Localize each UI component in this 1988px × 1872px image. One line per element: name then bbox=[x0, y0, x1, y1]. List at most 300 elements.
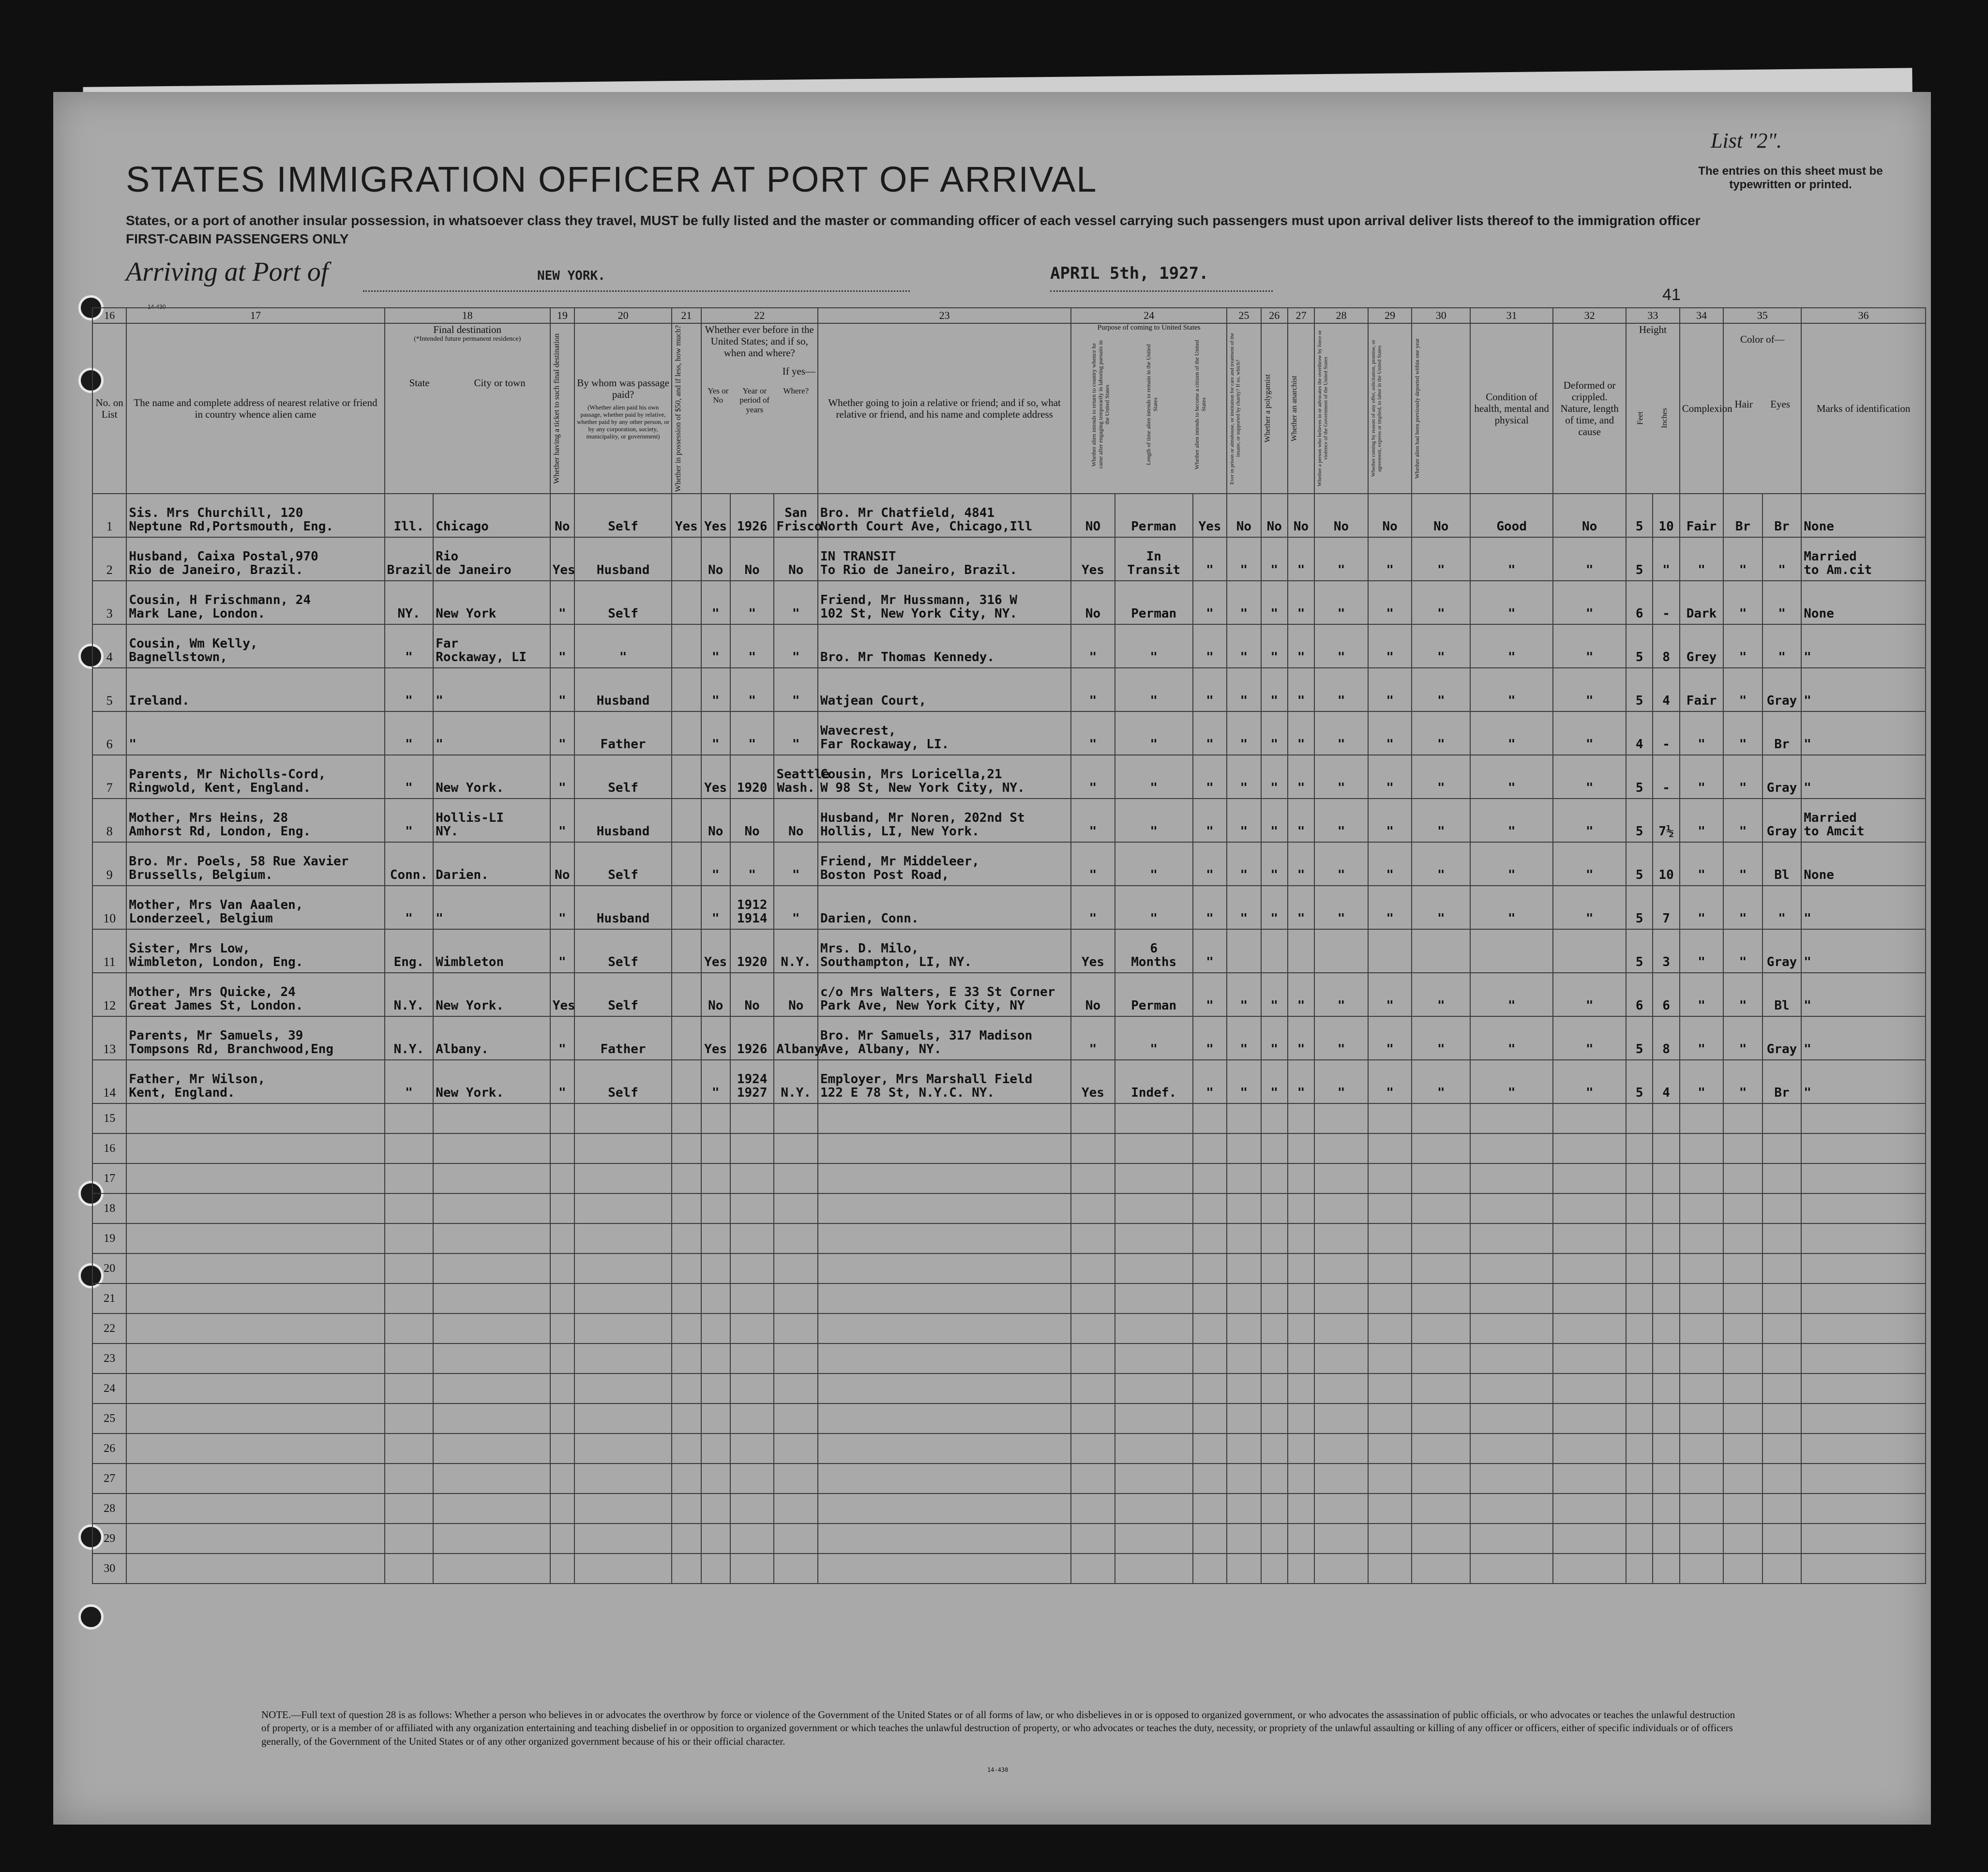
nearest-relative: Parents, Mr Nicholls-Cord, Ringwold, Kent, England. bbox=[126, 755, 384, 799]
col-num: 35 bbox=[1723, 308, 1801, 323]
fifty-dollars bbox=[672, 929, 701, 973]
ticket: " bbox=[550, 711, 574, 755]
header-ticket bbox=[550, 323, 574, 494]
row-number: 6 bbox=[92, 711, 126, 755]
deformed: " bbox=[1553, 842, 1626, 886]
years: 1926 bbox=[730, 1016, 774, 1060]
citizen: Yes bbox=[1193, 494, 1227, 537]
col-num: 25 bbox=[1227, 308, 1261, 323]
where: No bbox=[774, 537, 818, 581]
deported: No bbox=[1412, 494, 1470, 537]
fifty-dollars: Yes bbox=[672, 494, 701, 537]
passage-paid: Husband bbox=[574, 668, 672, 711]
complexion: " bbox=[1680, 1060, 1724, 1103]
height-feet: 5 bbox=[1626, 842, 1653, 886]
yes-or-no-label: Yes or No bbox=[708, 386, 729, 405]
marks: None bbox=[1801, 842, 1926, 886]
header-offer bbox=[1368, 323, 1412, 494]
prison: " bbox=[1227, 755, 1261, 799]
height-feet: 5 bbox=[1626, 1060, 1653, 1103]
overthrow: " bbox=[1314, 537, 1368, 581]
table-row bbox=[92, 494, 1926, 537]
col-num: 31 bbox=[1470, 308, 1553, 323]
col-num: 27 bbox=[1288, 308, 1314, 323]
empty-row bbox=[92, 1103, 1926, 1133]
citizen: " bbox=[1193, 755, 1227, 799]
offer: " bbox=[1368, 581, 1412, 624]
prison: " bbox=[1227, 842, 1261, 886]
return-country: " bbox=[1071, 1016, 1115, 1060]
ever-before: " bbox=[701, 668, 730, 711]
height-feet: 5 bbox=[1626, 799, 1653, 842]
overthrow: " bbox=[1314, 755, 1368, 799]
polygamist: " bbox=[1261, 624, 1288, 668]
state: " bbox=[385, 799, 434, 842]
overthrow-label: Whether a person who believes in or advocates the overthrow by force or violence of the Government of the United States bbox=[1317, 330, 1329, 487]
offer: " bbox=[1368, 973, 1412, 1016]
health: " bbox=[1470, 537, 1553, 581]
row-number: 17 bbox=[92, 1163, 126, 1193]
deformed: " bbox=[1553, 1060, 1626, 1103]
height-inches: 3 bbox=[1653, 929, 1679, 973]
eyes: " bbox=[1762, 624, 1801, 668]
years: " bbox=[730, 842, 774, 886]
ever-before: No bbox=[701, 973, 730, 1016]
footer-form-number: 14-430 bbox=[987, 1766, 1009, 1773]
row-number: 8 bbox=[92, 799, 126, 842]
prison bbox=[1227, 929, 1261, 973]
years: No bbox=[730, 973, 774, 1016]
polygamist bbox=[1261, 929, 1288, 973]
return-country: " bbox=[1071, 799, 1115, 842]
row-number: 30 bbox=[92, 1554, 126, 1584]
nearest-relative: " bbox=[126, 711, 384, 755]
anarchist: No bbox=[1288, 494, 1314, 537]
offer: " bbox=[1368, 711, 1412, 755]
prison: " bbox=[1227, 1060, 1261, 1103]
where: " bbox=[774, 711, 818, 755]
hair: " bbox=[1723, 1060, 1762, 1103]
citizen: " bbox=[1193, 842, 1227, 886]
header-overthrow bbox=[1314, 323, 1368, 494]
health: " bbox=[1470, 1060, 1553, 1103]
height-feet: 5 bbox=[1626, 624, 1653, 668]
prison-label: Ever in prison or almshouse, or institution for care and treatment of the insane, or supported by charity? If so, which? bbox=[1229, 332, 1241, 484]
overthrow: " bbox=[1314, 799, 1368, 842]
state: Ill. bbox=[385, 494, 434, 537]
polygamist-label: Whether a polygamist bbox=[1263, 374, 1272, 443]
row-number: 29 bbox=[92, 1524, 126, 1554]
eyes: Gray bbox=[1762, 929, 1801, 973]
deported: " bbox=[1412, 755, 1470, 799]
joining-relative: Bro. Mr Chatfield, 4841 North Court Ave, Chicago,Ill bbox=[818, 494, 1071, 537]
ticket: " bbox=[550, 886, 574, 929]
marks: Married to Amcit bbox=[1801, 799, 1926, 842]
row-number: 26 bbox=[92, 1434, 126, 1464]
health: " bbox=[1470, 624, 1553, 668]
ever-before: " bbox=[701, 1060, 730, 1103]
joining-relative: Bro. Mr Samuels, 317 Madison Ave, Albany, NY. bbox=[818, 1016, 1071, 1060]
length-stay: In Transit bbox=[1115, 537, 1193, 581]
prison: " bbox=[1227, 537, 1261, 581]
purpose-label: Purpose of coming to United States bbox=[1097, 324, 1201, 332]
col-num: 23 bbox=[818, 308, 1071, 323]
years: 1912 1914 bbox=[730, 886, 774, 929]
footnote: NOTE.—Full text of question 28 is as follows: Whether a person who believes in or advocates the overthrow by force or violence of the Government of the United States or of all forms of law, or who disbelieves in or is opposed to organized government, or who advocates the assassination of public officials, or who advocates or teaches the unlawful destruction of property, or is a member of or affiliated with any organization entertaining and teaching disbelief in or opposition to organized government or which teaches the unlawful destruction of property, or who advocates or teaches the duty, necessity, or propriety of the unlawful assaulting or killing of any officer or officers, either of specific individuals or of officers generally, of the Government of the United States or of any other organized government because of his or their official character. bbox=[261, 1709, 1735, 1747]
deported: " bbox=[1412, 668, 1470, 711]
where: " bbox=[774, 581, 818, 624]
return-country: " bbox=[1071, 711, 1115, 755]
height-feet: 5 bbox=[1626, 494, 1653, 537]
years: " bbox=[730, 581, 774, 624]
city: New York bbox=[433, 581, 550, 624]
offer-label: Whether coming by reason of any offer, solicitation, promise, or agreement, express or implied, to labor in the United States bbox=[1370, 340, 1383, 477]
row-number: 16 bbox=[92, 1133, 126, 1163]
eyes: Gray bbox=[1762, 668, 1801, 711]
hair-label: Hair bbox=[1734, 398, 1753, 410]
joining-relative: Mrs. D. Milo, Southampton, LI, NY. bbox=[818, 929, 1071, 973]
anarchist: " bbox=[1288, 886, 1314, 929]
ticket: " bbox=[550, 1016, 574, 1060]
length-stay: " bbox=[1115, 624, 1193, 668]
header-passage-paid bbox=[574, 323, 672, 494]
hair: " bbox=[1723, 581, 1762, 624]
empty-row bbox=[92, 1193, 1926, 1223]
complexion: " bbox=[1680, 886, 1724, 929]
table-row bbox=[92, 711, 1926, 755]
empty-row bbox=[92, 1494, 1926, 1524]
ever-before: Yes bbox=[701, 929, 730, 973]
complexion: Grey bbox=[1680, 624, 1724, 668]
eyes: Gray bbox=[1762, 799, 1801, 842]
height-inches: 8 bbox=[1653, 1016, 1679, 1060]
deported: " bbox=[1412, 624, 1470, 668]
hair: " bbox=[1723, 929, 1762, 973]
marks: None bbox=[1801, 494, 1926, 537]
offer: " bbox=[1368, 1060, 1412, 1103]
header-no-on-list: No. on List bbox=[92, 323, 126, 494]
health: " bbox=[1470, 886, 1553, 929]
col-num: 26 bbox=[1261, 308, 1288, 323]
hair: " bbox=[1723, 668, 1762, 711]
header-joining-relative: Whether going to join a relative or friend; and if so, what relative or friend, and his name and complete address bbox=[818, 323, 1071, 494]
length-stay: 6 Months bbox=[1115, 929, 1193, 973]
eyes: Gray bbox=[1762, 755, 1801, 799]
marks: " bbox=[1801, 624, 1926, 668]
deformed: " bbox=[1553, 537, 1626, 581]
header-condition: Condition of health, mental and physical bbox=[1470, 323, 1553, 494]
deformed: " bbox=[1553, 886, 1626, 929]
typewritten-instruction: The entries on this sheet must be typewritten or printed. bbox=[1698, 165, 1883, 191]
hair: " bbox=[1723, 973, 1762, 1016]
arrival-date: APRIL 5th, 1927. bbox=[1050, 264, 1209, 283]
deported: " bbox=[1412, 886, 1470, 929]
nearest-relative: Bro. Mr. Poels, 58 Rue Xavier Brussells, Belgium. bbox=[126, 842, 384, 886]
fifty-dollars bbox=[672, 1060, 701, 1103]
return-country: " bbox=[1071, 755, 1115, 799]
ever-before: " bbox=[701, 624, 730, 668]
offer: " bbox=[1368, 842, 1412, 886]
row-number: 12 bbox=[92, 973, 126, 1016]
state: " bbox=[385, 711, 434, 755]
nearest-relative: Cousin, Wm Kelly, Bagnellstown, bbox=[126, 624, 384, 668]
table-row bbox=[92, 1016, 1926, 1060]
ticket: " bbox=[550, 929, 574, 973]
arriving-label: Arriving at Port of bbox=[126, 257, 329, 287]
ticket: Yes bbox=[550, 537, 574, 581]
city: " bbox=[433, 711, 550, 755]
passage-paid: Self bbox=[574, 973, 672, 1016]
prison: " bbox=[1227, 581, 1261, 624]
deported: " bbox=[1412, 842, 1470, 886]
citizen: " bbox=[1193, 929, 1227, 973]
overthrow: " bbox=[1314, 624, 1368, 668]
overthrow bbox=[1314, 929, 1368, 973]
col-num: 20 bbox=[574, 308, 672, 323]
col-num: 22 bbox=[701, 308, 818, 323]
overthrow: " bbox=[1314, 581, 1368, 624]
marks: " bbox=[1801, 929, 1926, 973]
prison: " bbox=[1227, 624, 1261, 668]
anarchist-label: Whether an anarchist bbox=[1290, 376, 1298, 441]
ticket: Yes bbox=[550, 973, 574, 1016]
passage-note: (Whether alien paid his own passage, whether paid by relative, whether paid by any other person, or by any corporation, society, municipality, or government) bbox=[577, 403, 670, 440]
deformed: " bbox=[1553, 1016, 1626, 1060]
return-country-label: Whether alien intends to return to country whence he came after engaging temporarily in laboring pursuits in the United States bbox=[1090, 340, 1111, 469]
fifty-dollars bbox=[672, 1016, 701, 1060]
subtitle: States, or a port of another insular possession, in whatsoever class they travel, MUST be fully listed and the master or commanding officer of each vessel carrying such passengers must upon arrival deliver lists thereof to the immigration officer bbox=[126, 213, 1701, 228]
health: " bbox=[1470, 581, 1553, 624]
prison: " bbox=[1227, 711, 1261, 755]
binder-hole bbox=[78, 1604, 104, 1630]
empty-row bbox=[92, 1554, 1926, 1584]
col-num: 29 bbox=[1368, 308, 1412, 323]
row-number: 5 bbox=[92, 668, 126, 711]
row-number: 10 bbox=[92, 886, 126, 929]
health: " bbox=[1470, 973, 1553, 1016]
deformed: No bbox=[1553, 494, 1626, 537]
header-purpose bbox=[1071, 323, 1227, 494]
deformed: " bbox=[1553, 624, 1626, 668]
city: New York. bbox=[433, 755, 550, 799]
nearest-relative: Ireland. bbox=[126, 668, 384, 711]
citizen: " bbox=[1193, 799, 1227, 842]
hair: " bbox=[1723, 755, 1762, 799]
header-row bbox=[92, 323, 1926, 494]
deformed bbox=[1553, 929, 1626, 973]
passage-paid: Husband bbox=[574, 537, 672, 581]
polygamist: " bbox=[1261, 581, 1288, 624]
fifty-dollars bbox=[672, 711, 701, 755]
nearest-relative: Mother, Mrs Quicke, 24 Great James St, London. bbox=[126, 973, 384, 1016]
ever-before: Yes bbox=[701, 1016, 730, 1060]
empty-row bbox=[92, 1344, 1926, 1374]
nearest-relative: Parents, Mr Samuels, 39 Tompsons Rd, Branchwood,Eng bbox=[126, 1016, 384, 1060]
ticket: No bbox=[550, 494, 574, 537]
fifty-dollars bbox=[672, 624, 701, 668]
length-stay: " bbox=[1115, 755, 1193, 799]
polygamist: " bbox=[1261, 973, 1288, 1016]
anarchist: " bbox=[1288, 799, 1314, 842]
table-row bbox=[92, 537, 1926, 581]
citizen-label: Whether alien intends to become a citizen of the United States bbox=[1193, 340, 1207, 470]
complexion: Fair bbox=[1680, 494, 1724, 537]
row-number: 7 bbox=[92, 755, 126, 799]
header-marks: Marks of identification bbox=[1801, 323, 1926, 494]
header-prison bbox=[1227, 323, 1261, 494]
joining-relative: c/o Mrs Walters, E 33 St Corner Park Ave, New York City, NY bbox=[818, 973, 1071, 1016]
height-feet: 5 bbox=[1626, 886, 1653, 929]
joining-relative: Bro. Mr Thomas Kennedy. bbox=[818, 624, 1071, 668]
ticket: " bbox=[550, 799, 574, 842]
where: N.Y. bbox=[774, 1060, 818, 1103]
row-number: 13 bbox=[92, 1016, 126, 1060]
height-inches: 10 bbox=[1653, 842, 1679, 886]
deformed: " bbox=[1553, 973, 1626, 1016]
complexion: Dark bbox=[1680, 581, 1724, 624]
citizen: " bbox=[1193, 624, 1227, 668]
table-row bbox=[92, 581, 1926, 624]
nearest-relative: Father, Mr Wilson, Kent, England. bbox=[126, 1060, 384, 1103]
feet-label: Feet bbox=[1636, 411, 1645, 425]
health: " bbox=[1470, 842, 1553, 886]
row-number: 19 bbox=[92, 1223, 126, 1253]
ever-before: No bbox=[701, 799, 730, 842]
where: N.Y. bbox=[774, 929, 818, 973]
citizen: " bbox=[1193, 886, 1227, 929]
empty-row bbox=[92, 1133, 1926, 1163]
fifty-dollars bbox=[672, 886, 701, 929]
polygamist: " bbox=[1261, 886, 1288, 929]
state: NY. bbox=[385, 581, 434, 624]
overthrow: " bbox=[1314, 886, 1368, 929]
citizen: " bbox=[1193, 537, 1227, 581]
marks: " bbox=[1801, 886, 1926, 929]
inches-label: Inches bbox=[1660, 408, 1669, 428]
anarchist: " bbox=[1288, 668, 1314, 711]
joining-relative: Friend, Mr Hussmann, 316 W 102 St, New York City, NY. bbox=[818, 581, 1071, 624]
offer: No bbox=[1368, 494, 1412, 537]
height-inches: - bbox=[1653, 711, 1679, 755]
return-country: NO bbox=[1071, 494, 1115, 537]
table-row bbox=[92, 755, 1926, 799]
row-number: 4 bbox=[92, 624, 126, 668]
prison: " bbox=[1227, 1016, 1261, 1060]
table-row bbox=[92, 929, 1926, 973]
empty-row bbox=[92, 1524, 1926, 1554]
polygamist: " bbox=[1261, 711, 1288, 755]
overthrow: " bbox=[1314, 973, 1368, 1016]
city: Hollis-LI NY. bbox=[433, 799, 550, 842]
page-title: STATES IMMIGRATION OFFICER AT PORT OF ARRIVAL bbox=[126, 159, 1098, 199]
height-inches: 8 bbox=[1653, 624, 1679, 668]
table-row bbox=[92, 624, 1926, 668]
city: New York. bbox=[433, 1060, 550, 1103]
years: No bbox=[730, 537, 774, 581]
return-country: No bbox=[1071, 581, 1115, 624]
passage-paid: Father bbox=[574, 711, 672, 755]
fifty-dollars bbox=[672, 581, 701, 624]
folio-number: 41 bbox=[1662, 286, 1681, 304]
empty-row bbox=[92, 1223, 1926, 1253]
col-num: 18 bbox=[385, 308, 550, 323]
health bbox=[1470, 929, 1553, 973]
length-stay: " bbox=[1115, 842, 1193, 886]
years: " bbox=[730, 711, 774, 755]
offer: " bbox=[1368, 755, 1412, 799]
passage-paid: " bbox=[574, 624, 672, 668]
nearest-relative: Sis. Mrs Churchill, 120 Neptune Rd,Portsmouth, Eng. bbox=[126, 494, 384, 537]
length-stay: Perman bbox=[1115, 494, 1193, 537]
polygamist: " bbox=[1261, 668, 1288, 711]
health: " bbox=[1470, 668, 1553, 711]
ticket: " bbox=[550, 755, 574, 799]
deformed: " bbox=[1553, 581, 1626, 624]
complexion: " bbox=[1680, 711, 1724, 755]
row-number: 14 bbox=[92, 1060, 126, 1103]
col-num: 32 bbox=[1553, 308, 1626, 323]
passage-paid: Husband bbox=[574, 886, 672, 929]
anarchist: " bbox=[1288, 711, 1314, 755]
ever-before: " bbox=[701, 711, 730, 755]
city: " bbox=[433, 886, 550, 929]
port-underline bbox=[363, 290, 910, 292]
nearest-relative: Sister, Mrs Low, Wimbleton, London, Eng. bbox=[126, 929, 384, 973]
where: Albany bbox=[774, 1016, 818, 1060]
years: 1920 bbox=[730, 929, 774, 973]
city: Wimbleton bbox=[433, 929, 550, 973]
eyes: Br bbox=[1762, 494, 1801, 537]
where: " bbox=[774, 668, 818, 711]
city: Far Rockaway, LI bbox=[433, 624, 550, 668]
years: 1924 1927 bbox=[730, 1060, 774, 1103]
ticket: " bbox=[550, 581, 574, 624]
ticket: No bbox=[550, 842, 574, 886]
year-period-label: Year or period of years bbox=[739, 386, 770, 414]
height-feet: 6 bbox=[1626, 581, 1653, 624]
fifty-dollars bbox=[672, 668, 701, 711]
state: Brazil bbox=[385, 537, 434, 581]
header-ever-before bbox=[701, 323, 818, 494]
hair: " bbox=[1723, 624, 1762, 668]
final-destination-label: Final destination bbox=[433, 324, 501, 335]
row-number: 27 bbox=[92, 1464, 126, 1494]
health: " bbox=[1470, 799, 1553, 842]
header-polygamist bbox=[1261, 323, 1288, 494]
prison: " bbox=[1227, 886, 1261, 929]
prison: " bbox=[1227, 973, 1261, 1016]
offer bbox=[1368, 929, 1412, 973]
fifty-dollars bbox=[672, 537, 701, 581]
ticket-label: Whether having a ticket to such final destination bbox=[552, 333, 561, 484]
row-number: 18 bbox=[92, 1193, 126, 1223]
header-deformed: Deformed or crippled. Nature, length of time, and cause bbox=[1553, 323, 1626, 494]
hair: " bbox=[1723, 537, 1762, 581]
height-feet: 4 bbox=[1626, 711, 1653, 755]
ticket: " bbox=[550, 624, 574, 668]
hair: " bbox=[1723, 799, 1762, 842]
offer: " bbox=[1368, 537, 1412, 581]
empty-row bbox=[92, 1163, 1926, 1193]
complexion: " bbox=[1680, 1016, 1724, 1060]
ever-before: No bbox=[701, 537, 730, 581]
marks: None bbox=[1801, 581, 1926, 624]
eyes: " bbox=[1762, 537, 1801, 581]
empty-row bbox=[92, 1374, 1926, 1404]
city: " bbox=[433, 668, 550, 711]
deported: " bbox=[1412, 1060, 1470, 1103]
anarchist: " bbox=[1288, 537, 1314, 581]
